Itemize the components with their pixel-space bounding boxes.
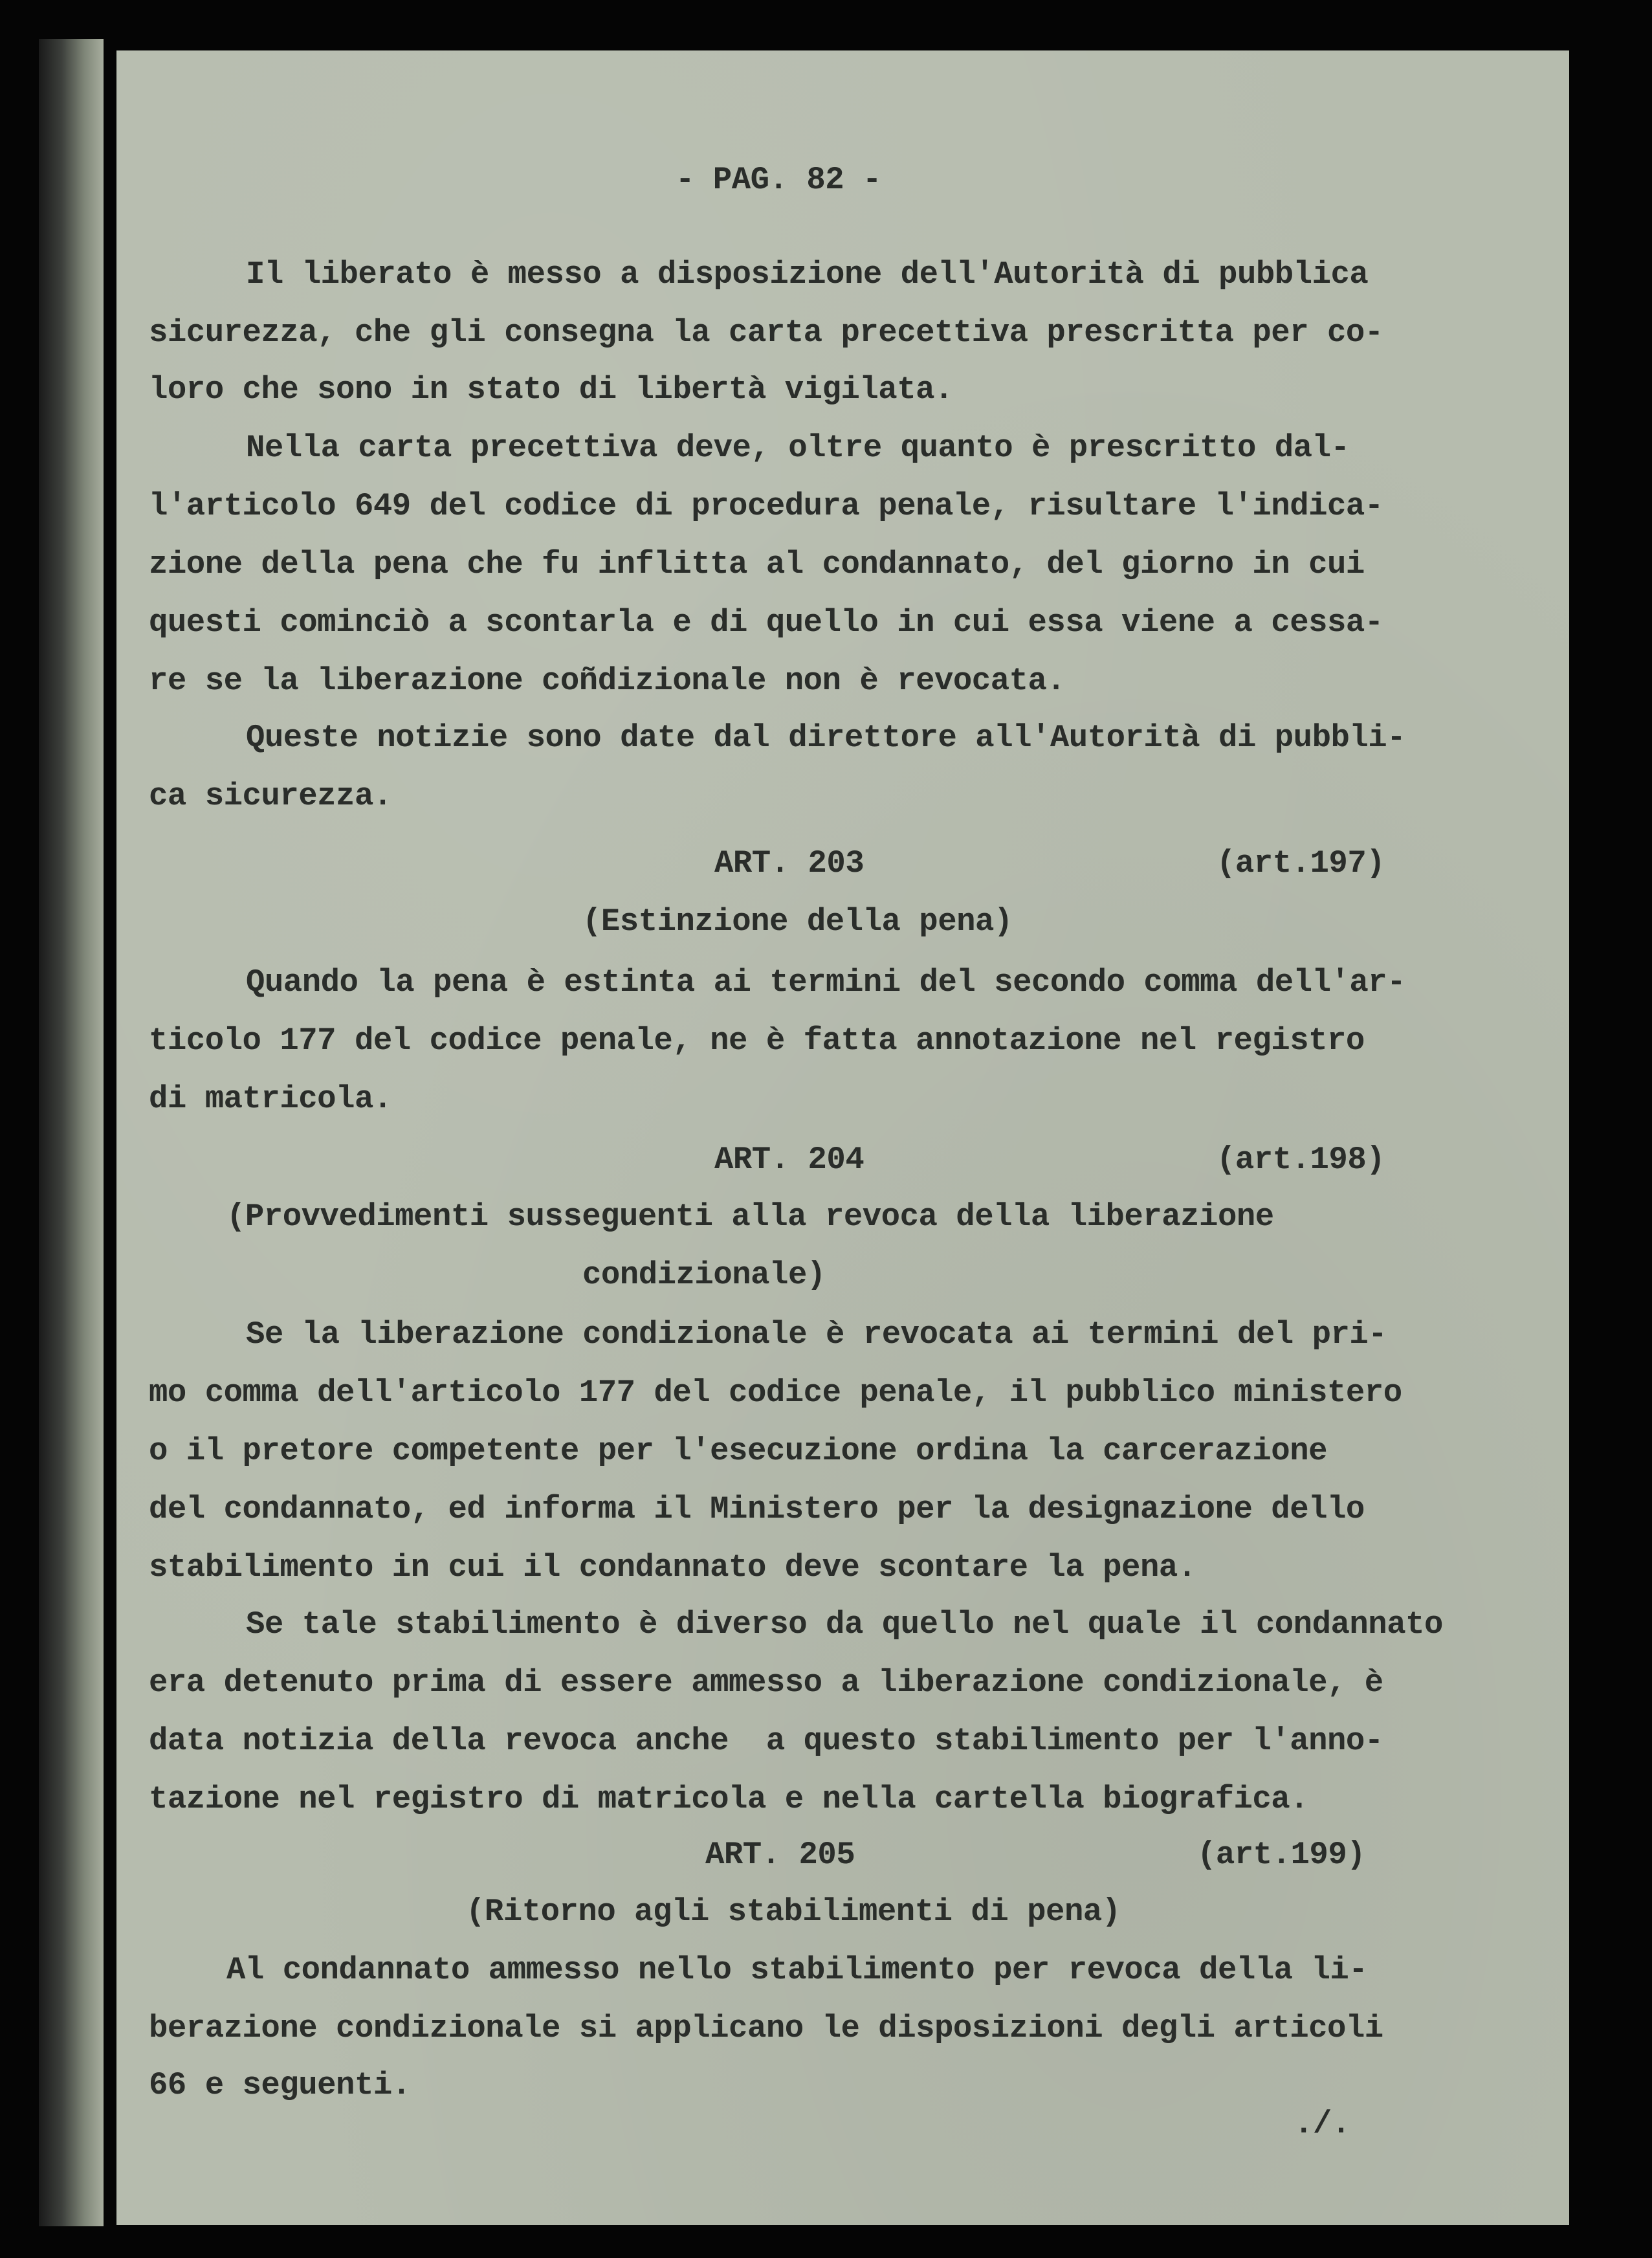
body-line: tazione nel registro di matricola e nella cartella biografica.	[149, 1781, 1309, 1817]
body-line: stabilimento in cui il condannato deve scontare la pena.	[149, 1549, 1196, 1586]
article-title: (Provvedimenti susseguenti alla revoca della liberazione	[226, 1199, 1274, 1235]
body-line: Se tale stabilimento è diverso da quello nel quale il condannato	[246, 1606, 1443, 1643]
body-line: 66 e seguenti.	[149, 2067, 411, 2103]
body-line: loro che sono in stato di libertà vigilata.	[149, 371, 953, 408]
body-line: Se la liberazione condizionale è revocata ai termini del pri-	[246, 1316, 1387, 1353]
page-header: - PAG. 82 -	[676, 162, 881, 198]
article-number: ART. 203	[714, 845, 865, 881]
body-line: Al condannato ammesso nello stabilimento per revoca della li-	[226, 1952, 1368, 1988]
body-line: Quando la pena è estinta ai termini del secondo comma dell'ar-	[246, 964, 1406, 1001]
body-line: o il pretore competente per l'esecuzione ordina la carcerazione	[149, 1433, 1328, 1469]
body-line: re se la liberazione coñdizionale non è revocata.	[149, 663, 1066, 699]
article-number: ART. 204	[714, 1142, 865, 1178]
continuation-mark: ./.	[1294, 2106, 1350, 2142]
article-ref: (art.199)	[1197, 1837, 1366, 1873]
body-line: Queste notizie sono date dal direttore all'Autorità di pubbli-	[246, 720, 1406, 756]
body-line: l'articolo 649 del codice di procedura penale, risultare l'indica-	[149, 488, 1383, 524]
body-line: ca sicurezza.	[149, 778, 392, 814]
body-line: ticolo 177 del codice penale, ne è fatta annotazione nel registro	[149, 1023, 1365, 1059]
body-line: era detenuto prima di essere ammesso a liberazione condizionale, è	[149, 1665, 1383, 1701]
article-title: (Ritorno agli stabilimenti di pena)	[466, 1894, 1121, 1930]
body-line: zione della pena che fu inflitta al condannato, del giorno in cui	[149, 546, 1365, 582]
body-line: data notizia della revoca anche a questo stabilimento per l'anno-	[149, 1723, 1383, 1759]
article-ref: (art.197)	[1217, 845, 1385, 881]
body-line: del condannato, ed informa il Ministero per la designazione dello	[149, 1491, 1365, 1527]
article-ref: (art.198)	[1217, 1142, 1385, 1178]
body-line: sicurezza, che gli consegna la carta precettiva prescritta per co-	[149, 315, 1383, 351]
article-title: condizionale)	[582, 1257, 826, 1293]
typewritten-page	[116, 50, 1569, 2225]
body-line: questi cominciò a scontarla e di quello in cui essa viene a cessa-	[149, 604, 1383, 641]
body-line: Nella carta precettiva deve, oltre quanto è prescritto dal-	[246, 430, 1350, 466]
body-line: berazione condizionale si applicano le disposizioni degli articoli	[149, 2010, 1383, 2046]
body-line: mo comma dell'articolo 177 del codice penale, il pubblico ministero	[149, 1375, 1402, 1411]
body-line: Il liberato è messo a disposizione dell'Autorità di pubblica	[246, 256, 1369, 293]
article-number: ART. 205	[705, 1837, 855, 1873]
article-title: (Estinzione della pena)	[582, 903, 1013, 940]
body-line: di matricola.	[149, 1081, 392, 1117]
binding-edge	[39, 39, 104, 2226]
